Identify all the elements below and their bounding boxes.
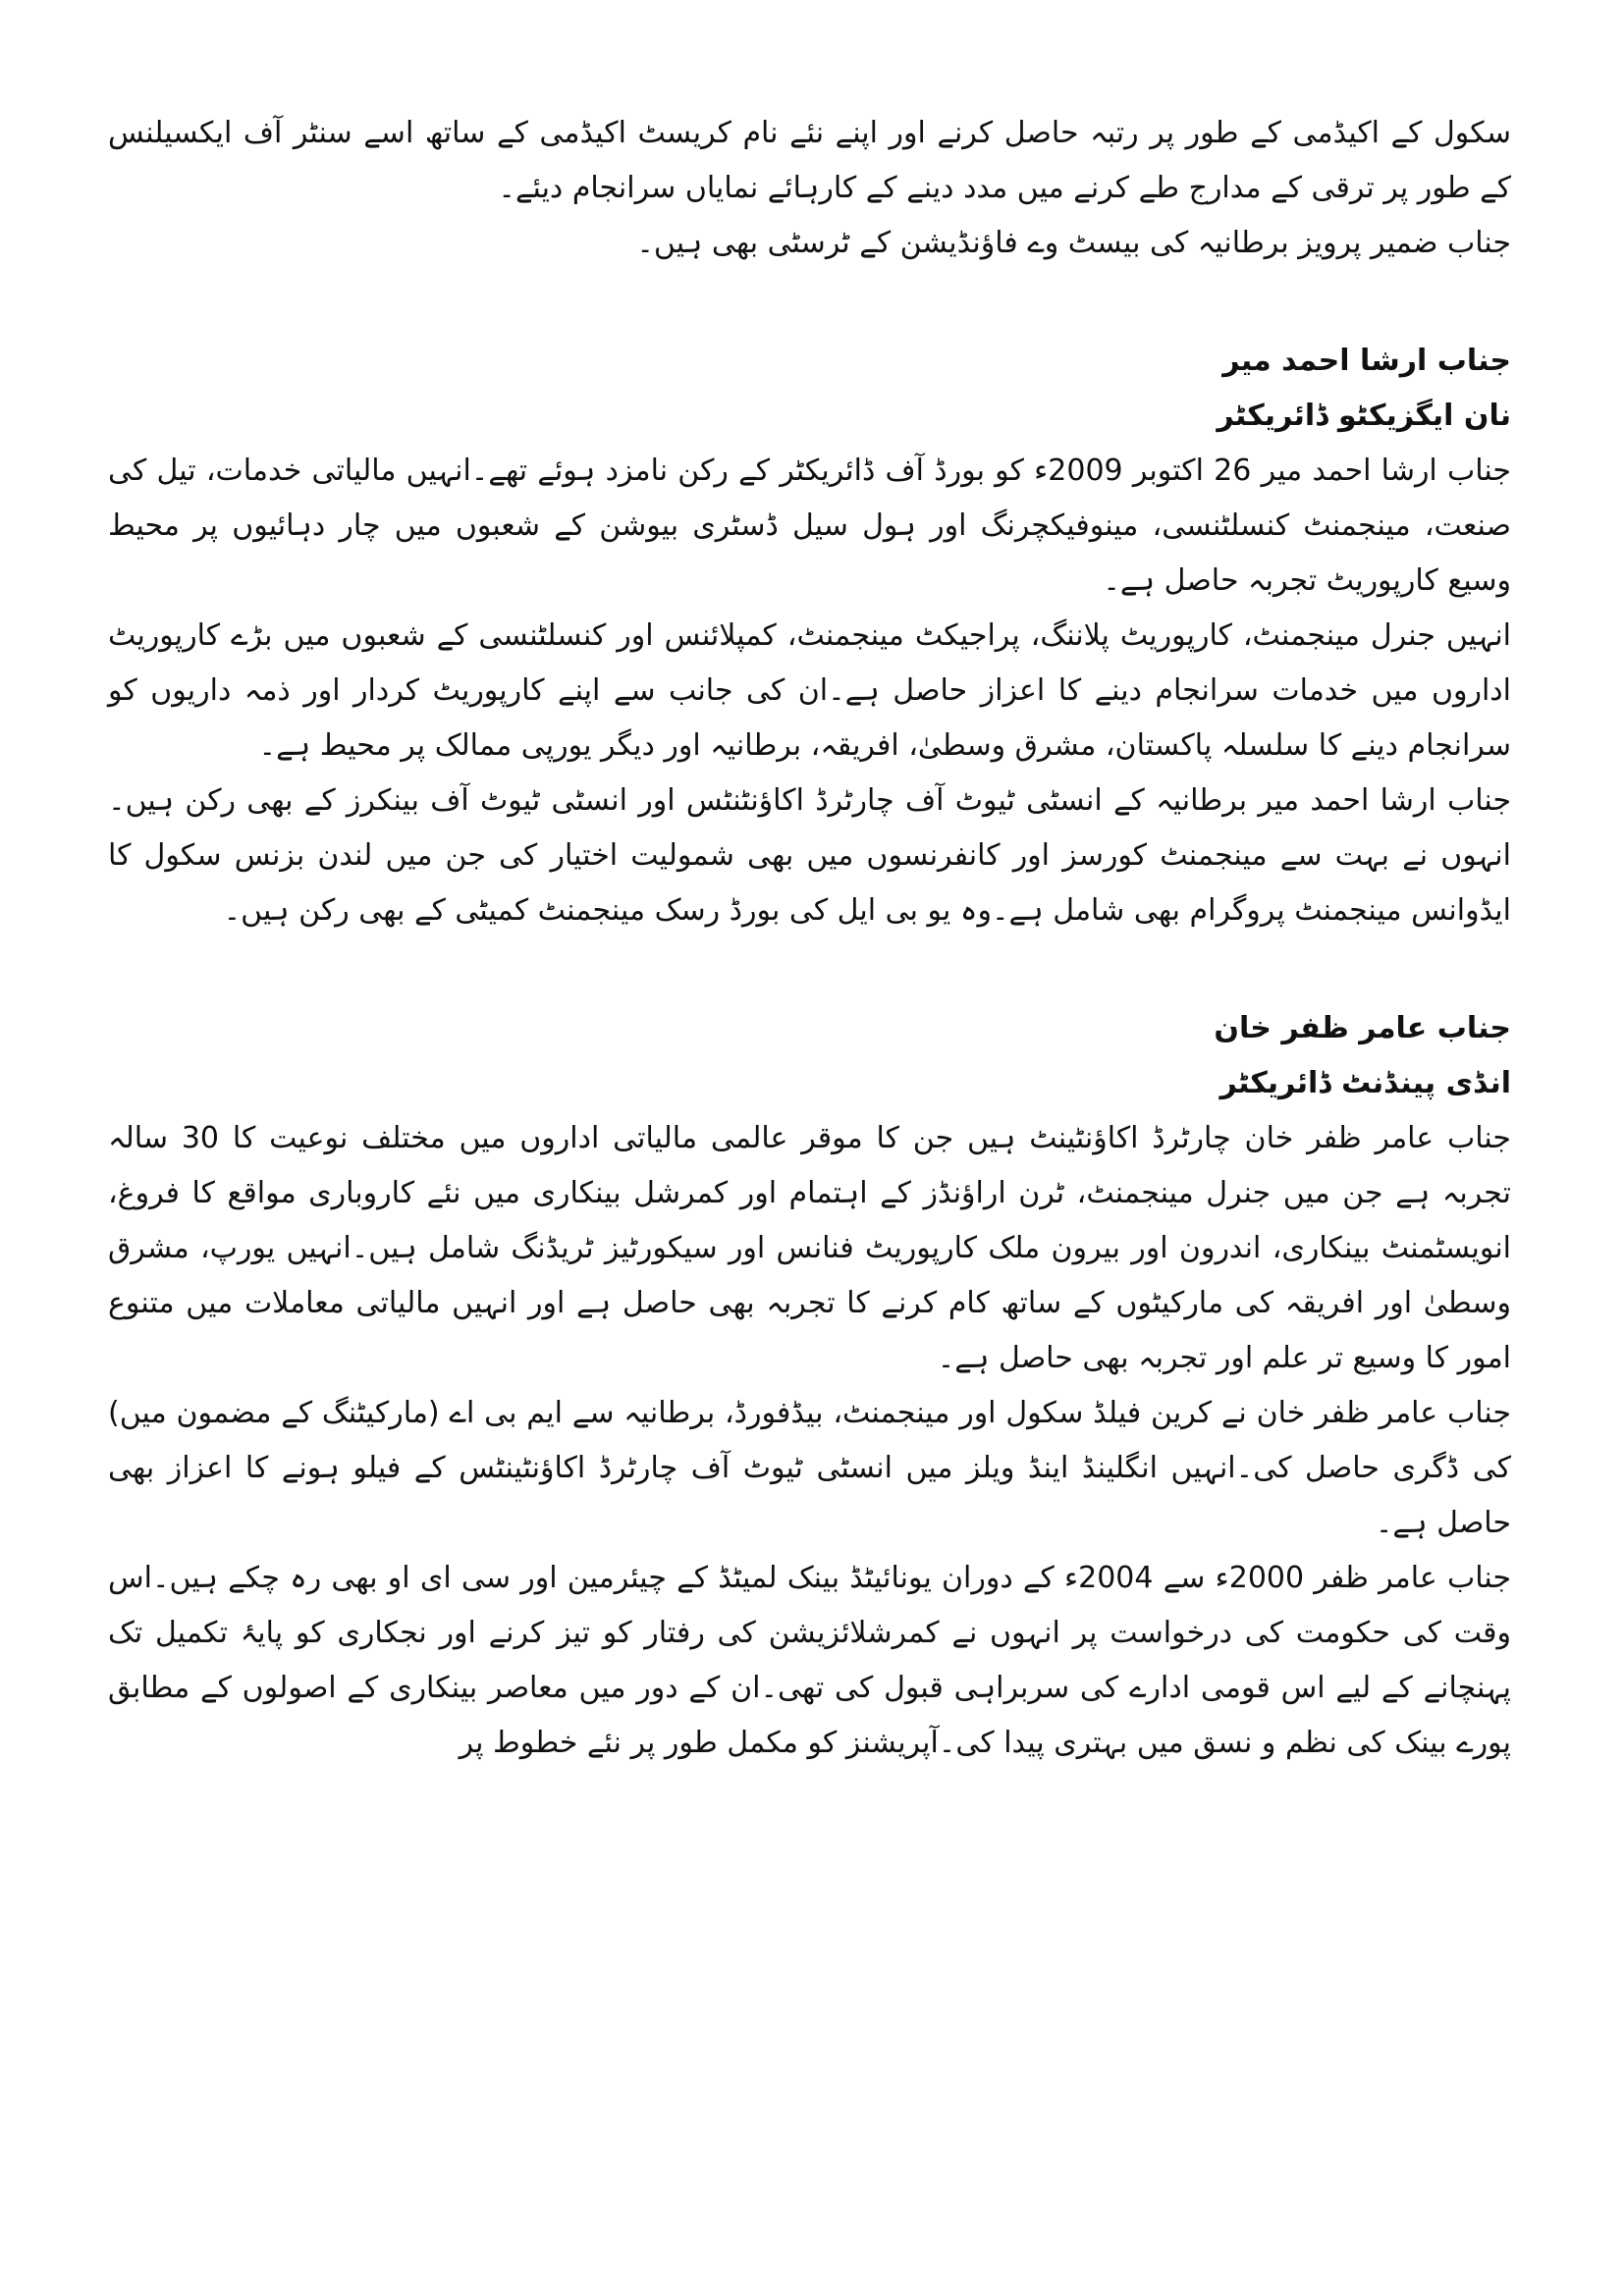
director-bio-paragraph: جناب عامر ظفر 2000ء سے 2004ء کے دوران یونائیٹڈ بینک لمیٹڈ کے چیئرمین اور سی ای او بھی رہ چکے ہیں۔اس وقت کی حکومت کی درخواست پر انہوں نے کمرشلائزیشن کی رفتار کو تیز کرنے اور نجکاری کو پایۂ تکمیل تک پہنچانے کے لیے اس قومی ادارے کی سربراہی قبول کی تھی۔ان کے دور میں معاصر بینکاری کے اصولوں کے مطابق پورے بینک کی نظم و نسق میں بہتری پیدا کی۔آپریشنز کو مکمل طور پر نئے خطوط پر [108, 1561, 1511, 1760]
director-name: جناب عامر ظفر خان [1214, 1011, 1511, 1045]
director-section-amir [108, 1001, 1511, 1771]
director-bio-paragraph: جناب عامر ظفر خان چارٹرڈ اکاؤنٹینٹ ہیں جن کا موقر عالمی مالیاتی اداروں میں مختلف نوعیت کا 30 سالہ تجربہ ہے جن میں جنرل مینجمنٹ، ٹرن اراؤنڈز کے اہتمام اور کمرشل بینکاری میں نئے کاروباری مواقع کا فروغ، انویسٹمنٹ بینکاری، اندرون اور بیرون ملک کارپوریٹ فنانس اور سیکورٹیز ٹریڈنگ شامل ہیں۔انہیں یورپ، مشرق وسطیٰ اور افریقہ کی مارکیٹوں کے ساتھ کام کرنے کا تجربہ بھی حاصل ہے اور انہیں مالیاتی معاملات میں متنوع امور کا وسیع تر علم اور تجربہ بھی حاصل ہے۔ [108, 1121, 1511, 1375]
director-bio-paragraph: جناب ارشا احمد میر 26 اکتوبر 2009ء کو بورڈ آف ڈائریکٹر کے رکن نامزد ہوئے تھے۔انہیں مالیاتی خدمات، تیل کی صنعت، مینجمنٹ کنسلٹنسی، مینوفیکچرنگ اور ہول سیل ڈسٹری بیوشن کے شعبوں میں چار دہائیوں پر محیط وسیع کارپوریٹ تجربہ حاصل ہے۔ [108, 454, 1511, 598]
director-bio-paragraph: جناب عامر ظفر خان نے کرین فیلڈ سکول اور مینجمنٹ، بیڈفورڈ، برطانیہ سے ایم بی اے (مارکیٹنگ کے مضمون میں) کی ڈگری حاصل کی۔انہیں انگلینڈ اینڈ ویلز میں انسٹی ٹیوٹ آف چارٹرڈ اکاؤنٹینٹس کے فیلو ہونے کا اعزاز بھی حاصل ہے۔ [108, 1396, 1511, 1540]
director-role: نان ایگزیکٹو ڈائریکٹر [1217, 399, 1511, 433]
director-section-irshad [108, 334, 1511, 938]
section-spacer [108, 938, 1511, 1001]
director-bio-paragraph: جناب ارشا احمد میر برطانیہ کے انسٹی ٹیوٹ آف چارٹرڈ اکاؤنٹنٹس اور انسٹی ٹیوٹ آف بینکرز کے بھی رکن ہیں۔انہوں نے بہت سے مینجمنٹ کورسز اور کانفرنسوں میں بھی شمولیت اختیار کی جن میں لندن بزنس سکول کا ایڈوانس مینجمنٹ پروگرام بھی شامل ہے۔وہ یو بی ایل کی بورڈ رسک مینجمنٹ کمیٹی کے بھی رکن ہیں۔ [108, 783, 1511, 928]
intro-paragraph-1: سکول کے اکیڈمی کے طور پر رتبہ حاصل کرنے اور اپنے نئے نام کریسٹ اکیڈمی کے ساتھ اسے سنٹر آف ایکسیلنس کے طور پر ترقی کے مدارج طے کرنے میں مدد دینے کے کارہائے نمایاں سرانجام دیئے۔ [108, 116, 1511, 205]
intro-paragraph-2: جناب ضمیر پرویز برطانیہ کی بیسٹ وے فاؤنڈیشن کے ٹرسٹی بھی ہیں۔ [636, 226, 1511, 260]
section-spacer [108, 271, 1511, 334]
director-bio-paragraph: انہیں جنرل مینجمنٹ، کارپوریٹ پلاننگ، پراجیکٹ مینجمنٹ، کمپلائنس اور کنسلٹنسی کے شعبوں میں بڑے کارپوریٹ اداروں میں خدمات سرانجام دینے کا اعزاز حاصل ہے۔ان کی جانب سے اپنے کارپوریٹ کردار اور ذمہ داریوں کو سرانجام دینے کا سلسلہ پاکستان، مشرق وسطیٰ، افریقہ، برطانیہ اور دیگر یورپی ممالک پر محیط ہے۔ [108, 618, 1511, 763]
intro-block [108, 106, 1511, 271]
director-name: جناب ارشا احمد میر [1222, 344, 1511, 378]
director-role: انڈی پینڈنٹ ڈائریکٹر [1219, 1066, 1511, 1100]
